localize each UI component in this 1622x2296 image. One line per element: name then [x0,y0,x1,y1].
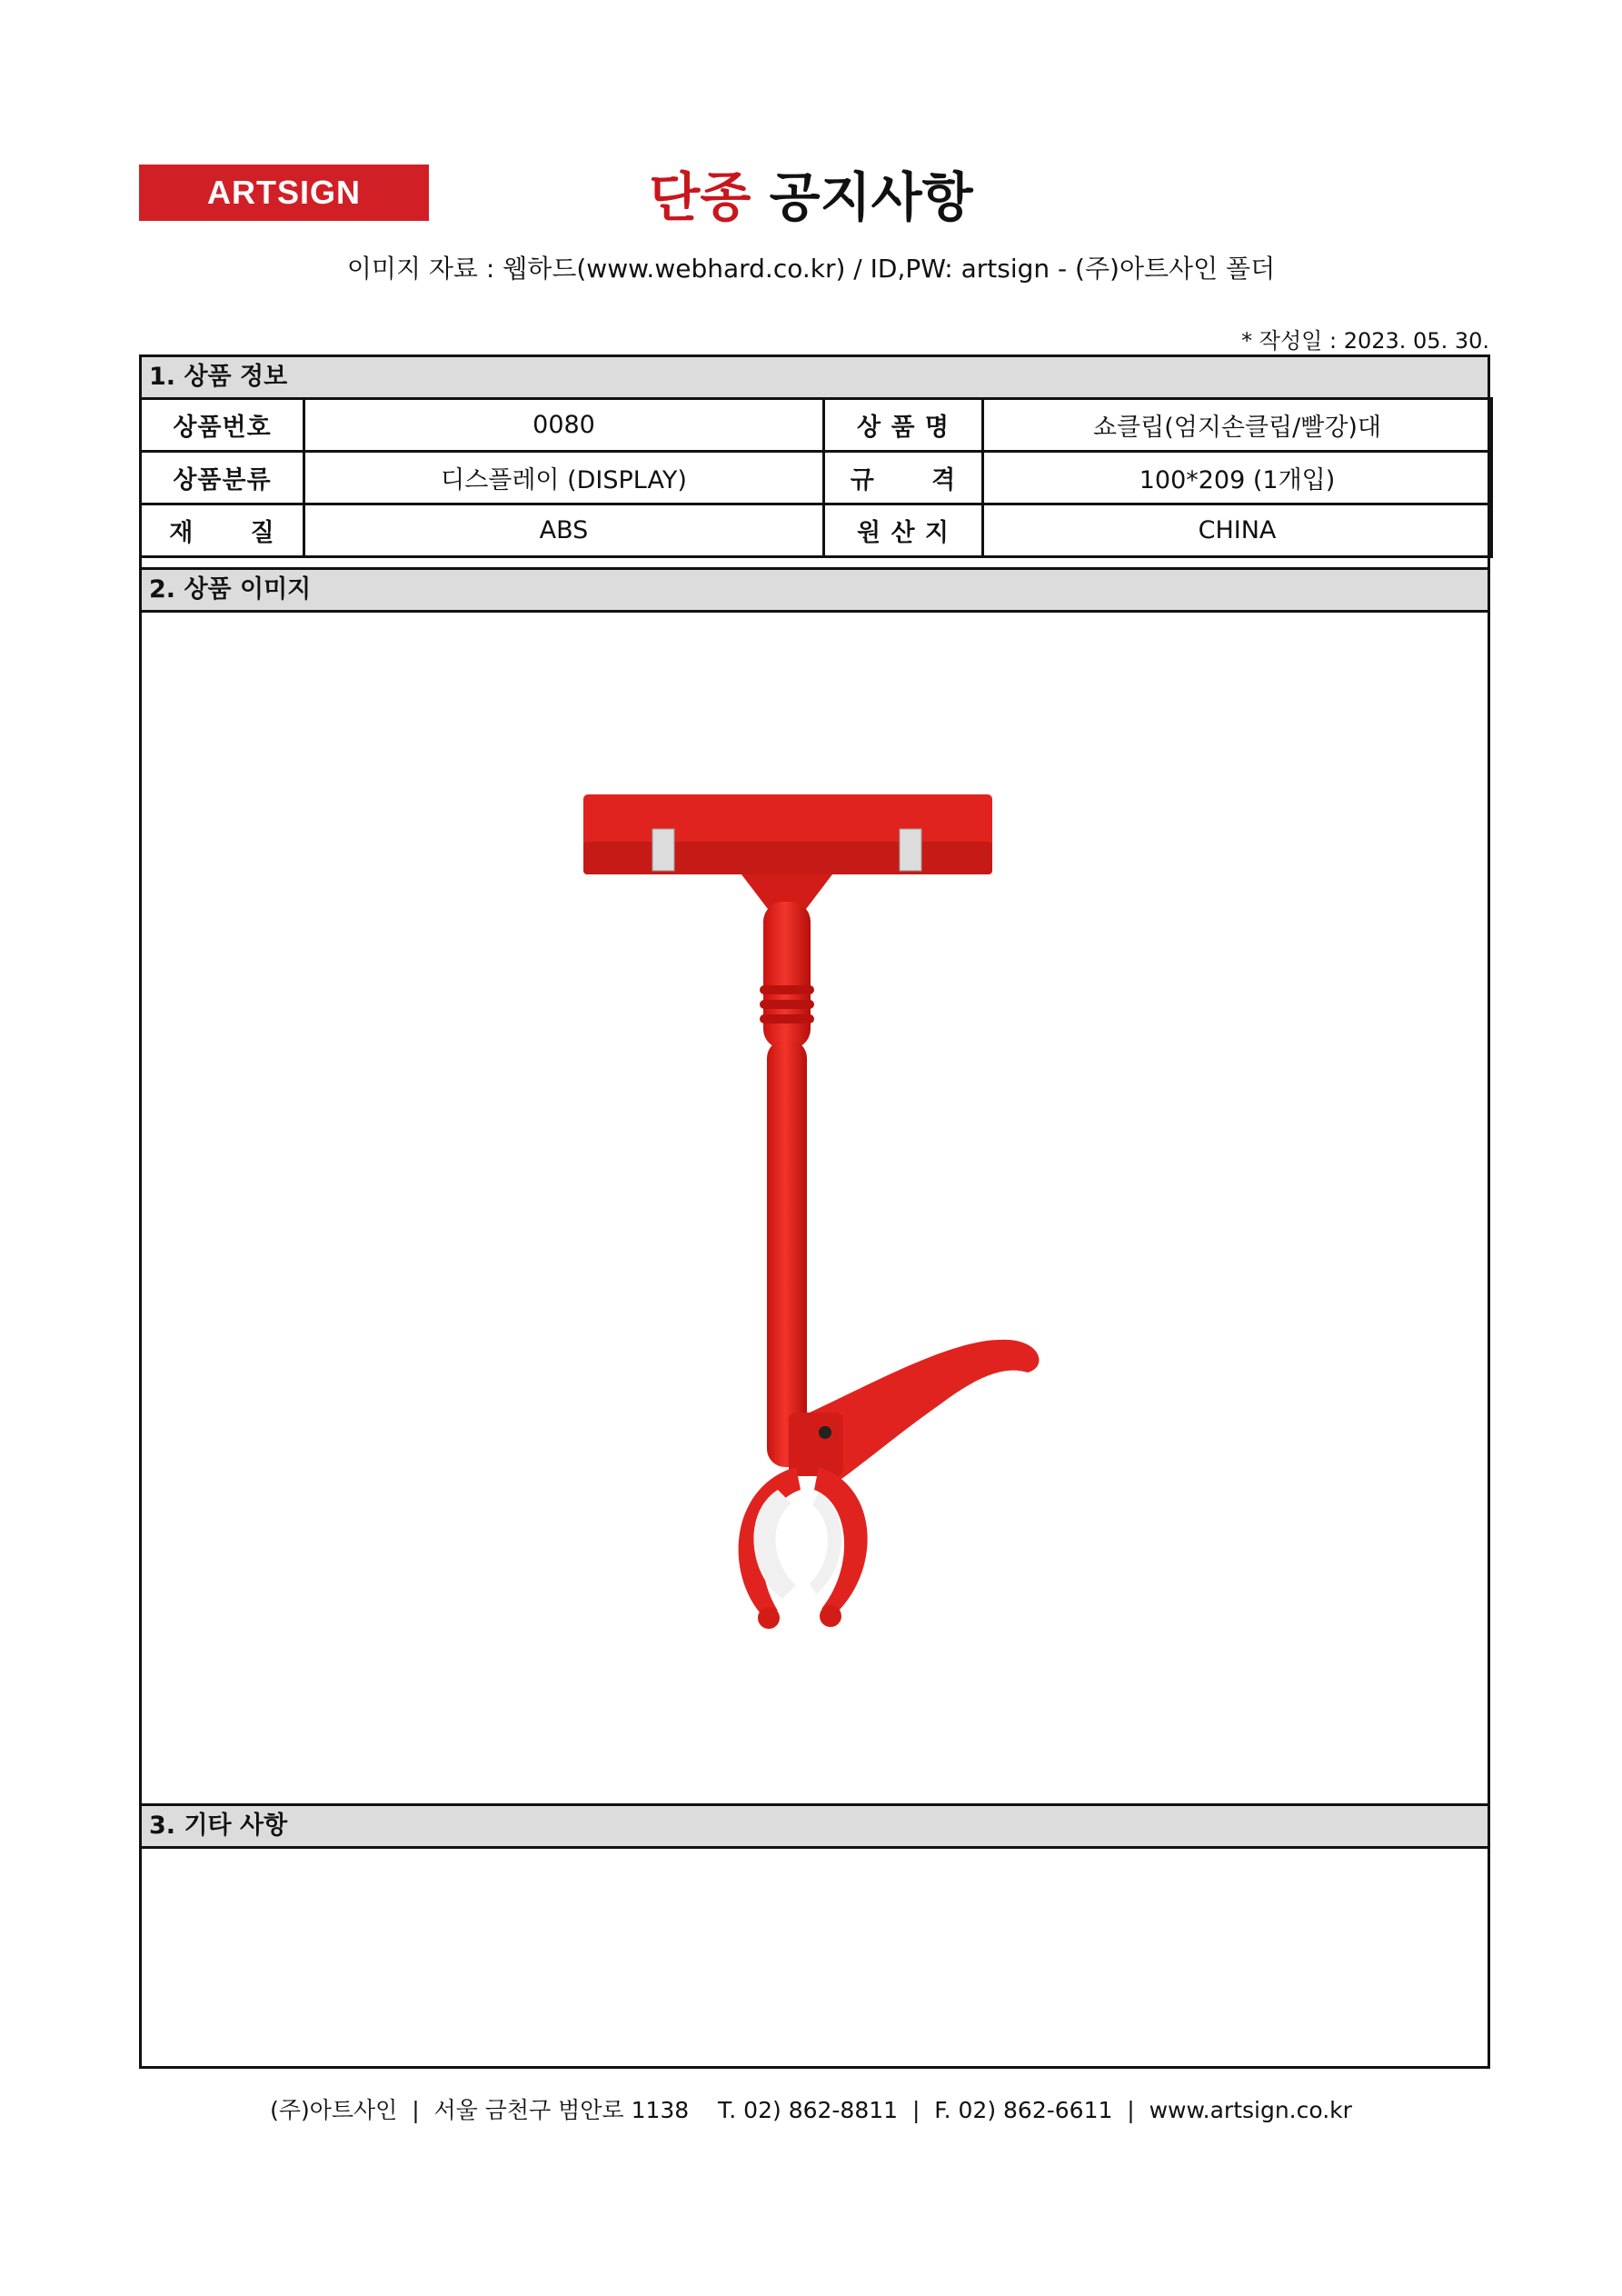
origin-label: 원 산 지 [824,504,983,557]
title-notice: 공지사항 [769,166,973,228]
product-info-table [139,397,1493,558]
size-value: 100*209 (1개입) [983,452,1492,504]
section-other: 3. 기타 사항 [139,1803,1490,1849]
origin-value: CHINA [983,504,1492,557]
artsign-logo: ARTSIGN [139,165,429,221]
clip-jaw [739,1467,868,1629]
product-number-label: 상품번호 [141,399,304,452]
page-title [0,155,1622,231]
show-clip-illustration [142,613,1488,1804]
image-source-note: 이미지 자료 : 웹하드(www.webhard.co.kr) / ID,PW: artsign - (주)아트사인 폴더 [346,254,1276,284]
category-value: 디스플레이 (DISPLAY) [304,452,824,504]
section-product-image: 2. 상품 이미지 [139,567,1490,613]
company-footer: (주)아트사인 | 서울 금천구 범안로 1138 T. 02) 862-8811 | F. 02) 862-6611 | www.artsign.co.kr [270,2097,1352,2123]
title-discontinued: 단종 [649,166,751,228]
table-row [141,452,1492,504]
created-date: * 작성일 : 2023. 05. 30. [1241,328,1489,354]
section-product-info: 1. 상품 정보 [139,354,1490,400]
product-name-label: 상 품 명 [824,399,983,452]
table-row [141,399,1492,452]
size-label: 규 격 [824,452,983,504]
product-number-value: 0080 [304,399,824,452]
product-name-value: 쇼클립(엄지손클립/빨강)대 [983,399,1492,452]
product-image-area [142,613,1488,1804]
material-value: ABS [304,504,824,557]
category-label: 상품분류 [141,452,304,504]
clip-lever [810,1340,1040,1485]
clamp-bar [583,794,992,874]
stem [760,902,814,1467]
table-row [141,504,1492,557]
material-label: 재 질 [141,504,304,557]
